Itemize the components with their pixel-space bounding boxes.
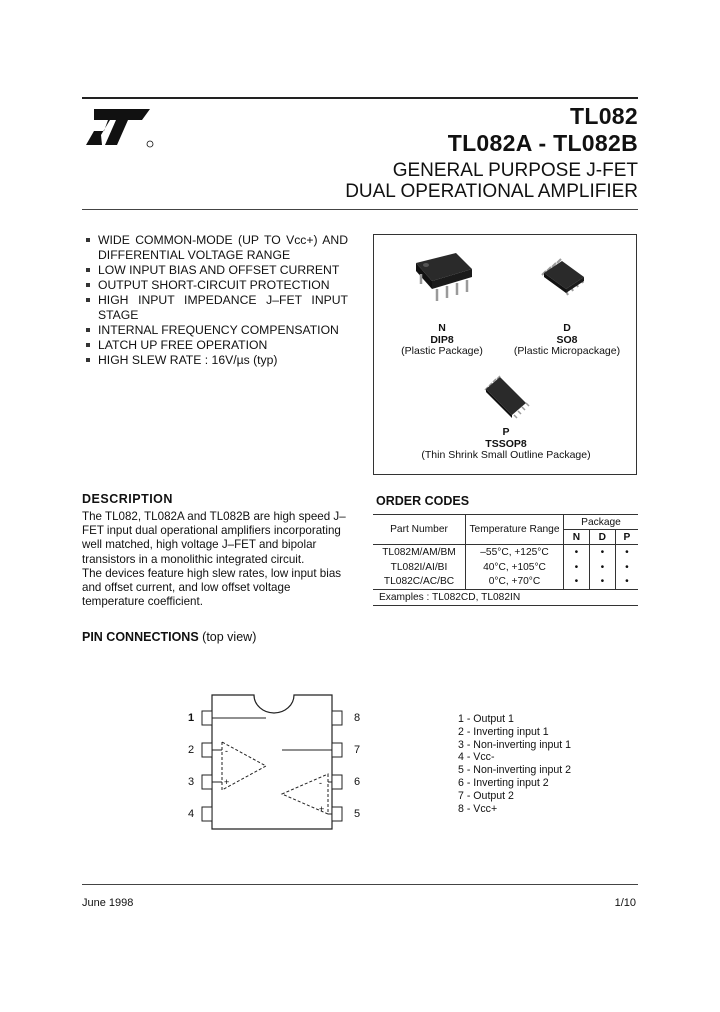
- pin-number: 1: [188, 712, 195, 724]
- package-label-tssop8: P TSSOP8 (Thin Shrink Small Outline Package): [421, 426, 591, 461]
- footer-rule: [82, 884, 638, 885]
- table-row: TL082C/AC/BC 0°C, +70°C • • •: [373, 575, 638, 590]
- pin-number: 4: [188, 808, 195, 820]
- page-number: 1/10: [614, 897, 636, 909]
- st-logo: [84, 105, 156, 154]
- subtitle-rule: [82, 209, 638, 210]
- order-codes-table: [373, 514, 638, 606]
- pin-number: 2: [188, 744, 195, 756]
- pin-number: 3: [188, 776, 195, 788]
- pin-legend-item: 5 - Non-inverting input 2: [458, 764, 572, 777]
- bullet-icon: [86, 238, 90, 242]
- tssop8-package-icon: [484, 375, 530, 421]
- pin-number: 8: [354, 712, 361, 724]
- bullet-icon: [86, 298, 90, 302]
- order-examples: Examples : TL082CD, TL082IN: [373, 590, 638, 606]
- pin-legend: [458, 713, 571, 815]
- column-header-pkg-p: P: [615, 530, 638, 545]
- feature-item: WIDE COMMON-MODE (UP TO Vcc+) AND DIFFERENTIAL VOLTAGE RANGE: [86, 233, 348, 263]
- pin-number: 7: [354, 744, 361, 756]
- description-paragraph: The devices feature high slew rates, low input bias and offset current, and low offset voltage temperature coefficient.: [82, 566, 342, 609]
- pin-number: 5: [354, 808, 361, 820]
- feature-item: HIGH INPUT IMPEDANCE J–FET INPUT STAGE: [86, 293, 348, 323]
- pin-legend-item: 8 - Vcc+: [458, 802, 498, 815]
- order-codes-heading: ORDER CODES: [376, 494, 470, 508]
- feature-list: [86, 233, 348, 368]
- table-row: TL082M/AM/BM –55°C, +125°C • • •: [373, 545, 638, 560]
- bullet-icon: [86, 268, 90, 272]
- bullet-icon: [86, 328, 90, 332]
- dip8-package-icon: [412, 249, 476, 303]
- pinout-diagram: [180, 690, 370, 838]
- feature-item: LOW INPUT BIAS AND OFFSET CURRENT: [86, 263, 348, 278]
- product-title: TL082: [570, 103, 638, 129]
- header-rule: [82, 97, 638, 99]
- feature-item: HIGH SLEW RATE : 16V/µs (typ): [86, 353, 348, 368]
- description-text: [82, 510, 350, 609]
- pin-connections-heading: PIN CONNECTIONS (top view): [82, 630, 257, 644]
- pin-legend-item: 3 - Non-inverting input 1: [458, 738, 572, 751]
- so8-package-icon: [540, 257, 588, 297]
- column-header-pkg-n: N: [564, 530, 590, 545]
- pin-legend-item: 4 - Vcc-: [458, 751, 495, 764]
- svg-text:+: +: [319, 804, 325, 814]
- description-heading: DESCRIPTION: [82, 492, 173, 506]
- pin-legend-item: 1 - Output 1: [458, 713, 514, 725]
- product-variants: TL082A - TL082B: [447, 130, 638, 156]
- bullet-icon: [86, 343, 90, 347]
- footer-date: June 1998: [82, 897, 134, 909]
- feature-item: INTERNAL FREQUENCY COMPENSATION: [86, 323, 348, 338]
- package-label-dip8: N DIP8 (Plastic Package): [401, 322, 483, 357]
- bullet-icon: [86, 358, 90, 362]
- bullet-icon: [86, 283, 90, 287]
- column-header-temperature: Temperature Range: [466, 515, 564, 545]
- pin-legend-item: 7 - Output 2: [458, 789, 514, 802]
- subtitle-line1: GENERAL PURPOSE J-FET: [392, 160, 638, 181]
- pin-legend-item: 2 - Inverting input 1: [458, 725, 549, 738]
- feature-item: OUTPUT SHORT-CIRCUIT PROTECTION: [86, 278, 348, 293]
- description-paragraph: The TL082, TL082A and TL082B are high speed J–FET input dual operational amplifiers incorporating well matched, high voltage J–FET and bipolar transistors in a monolithic integrated circuit.: [82, 510, 346, 566]
- svg-text:-: -: [319, 778, 322, 788]
- package-label-so8: D SO8 (Plastic Micropackage): [513, 322, 621, 357]
- table-row: TL082I/AI/BI 40°C, +105°C • • •: [373, 560, 638, 575]
- pin-legend-item: 6 - Inverting input 2: [458, 776, 549, 789]
- column-header-pkg-d: D: [589, 530, 615, 545]
- column-header-package: Package: [564, 515, 639, 530]
- pin-number: 6: [354, 776, 361, 788]
- column-header-part: Part Number: [373, 515, 466, 545]
- svg-text:-: -: [225, 746, 228, 756]
- package-box: [373, 234, 637, 475]
- feature-item: LATCH UP FREE OPERATION: [86, 338, 348, 353]
- subtitle-line2: DUAL OPERATIONAL AMPLIFIER: [345, 181, 638, 202]
- svg-text:+: +: [224, 777, 230, 787]
